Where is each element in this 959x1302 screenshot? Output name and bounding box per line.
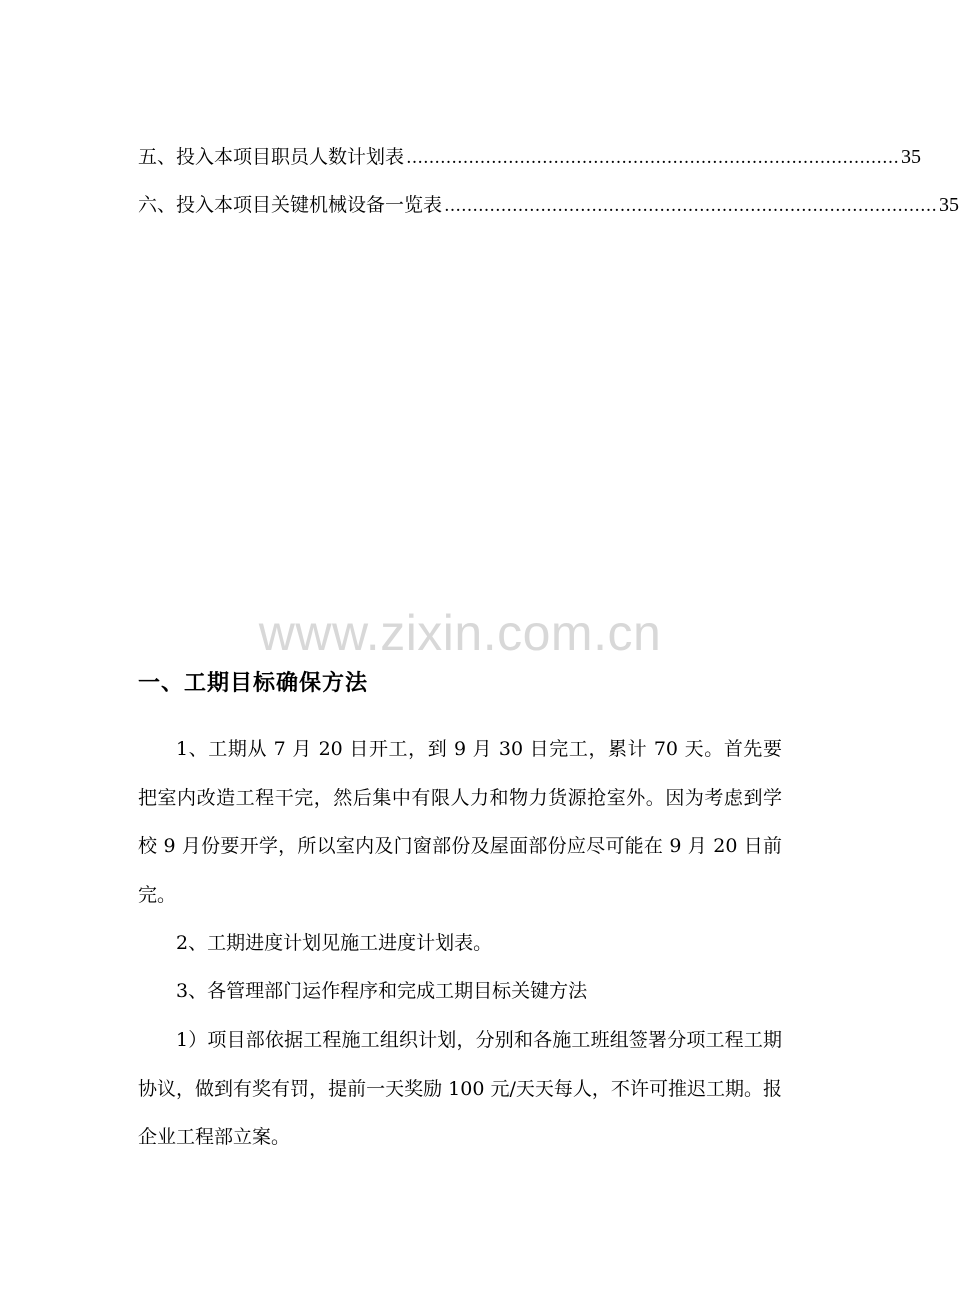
toc-leader-dots: …………………………………………………………………………… [406, 148, 900, 168]
watermark: www.zixin.com.cn [258, 605, 662, 661]
toc-entry-title: 五、投入本项目职员人数计划表 [138, 146, 405, 168]
toc-entry[interactable] [138, 142, 922, 172]
toc-page-number: 35 [901, 146, 922, 168]
body-paragraph: 3、各管理部门运作程序和完成工期目标关键方法 [176, 980, 588, 1002]
body-paragraph: 1、工期从 7 月 20 日开工，到 9 月 30 日完工，累计 70 天。首先要把室内改造工程干完，然后集中有限人力和物力货源抢室外。因为考虑到学校 9 月份要开学，所以室内及门窗部份及屋面部份应尽可能在 9 月 20 日前完。 [138, 738, 782, 906]
body-paragraph: 1）项目部依据工程施工组织计划，分别和各施工班组签署分项工程工期协议，做到有奖有罚，提前一天奖励 100 元/天天每人，不许可推迟工期。报企业工程部立案。 [138, 1029, 782, 1148]
toc-entry[interactable] [138, 190, 959, 220]
toc-entry-title: 六、投入本项目关键机械设备一览表 [138, 194, 443, 216]
toc-page-number: 35 [939, 194, 959, 216]
body-paragraph: 2、工期进度计划见施工进度计划表。 [176, 932, 493, 954]
section-heading: 一、工期目标确保方法 [138, 671, 369, 696]
toc-leader-dots: …………………………………………………………………………… [444, 196, 938, 216]
